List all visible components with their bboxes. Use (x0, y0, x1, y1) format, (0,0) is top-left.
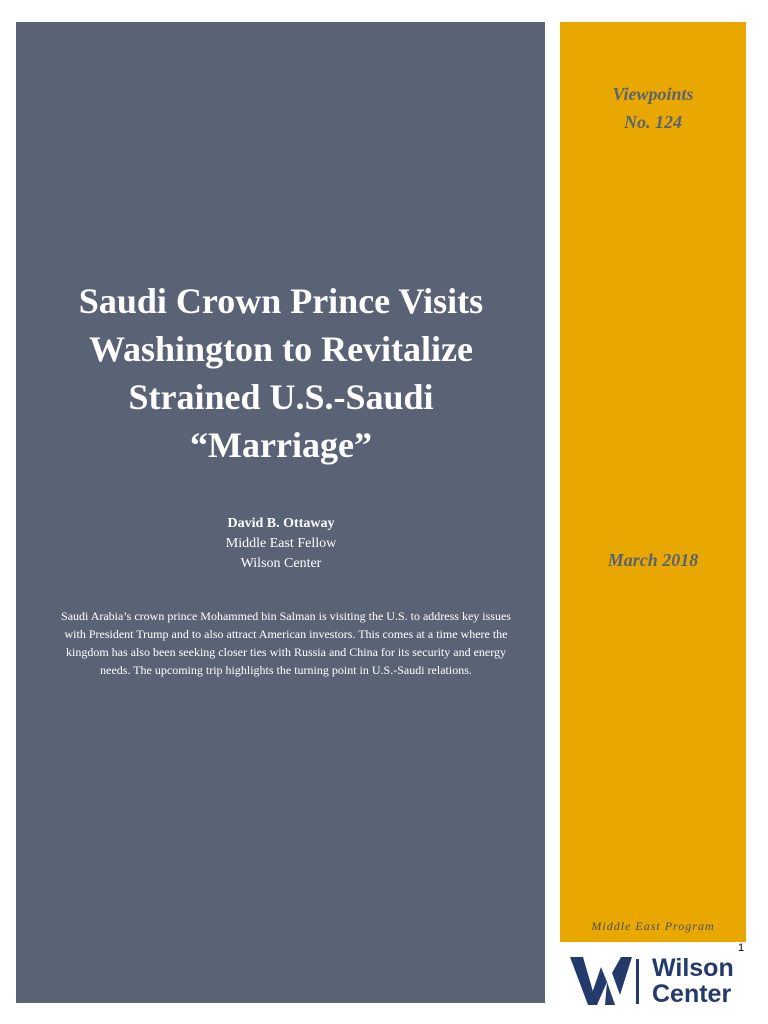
author-block (116, 514, 446, 574)
logo-wordmark (652, 955, 734, 1007)
logo-word-center: Center (652, 980, 732, 1008)
page-number: 1 (738, 942, 745, 954)
author-affiliation: Wilson Center (240, 556, 322, 571)
author-name: David B. Ottaway (227, 516, 335, 531)
summary-text: Saudi Arabia’s crown prince Mohammed bin Salman is visiting the U.S. to address key issues with President Trump and to also attract American investors. This comes at a time where the kingdom has also been seeking closer ties with Russia and China for its security and energy needs. The upcoming trip highlights the turning point in U.S.-Saudi relations. (61, 609, 511, 677)
series-label (560, 80, 746, 136)
wilson-center-logo (570, 955, 745, 1007)
logo-word-wilson: Wilson (652, 954, 734, 982)
wilson-w-logo-icon (570, 955, 645, 1007)
document-title: Saudi Crown Prince Visits Washington to Revitalize Strained U.S.-Saudi “Marriage” (78, 281, 484, 465)
series-name: Viewpoints (612, 84, 694, 104)
series-number: No. 124 (624, 112, 682, 132)
cover-left-panel (16, 22, 545, 1003)
publication-date: March 2018 (607, 550, 699, 570)
author-position: Middle East Fellow (225, 536, 337, 551)
cover-right-panel (560, 22, 746, 942)
program-name: Middle East Program (591, 919, 715, 933)
